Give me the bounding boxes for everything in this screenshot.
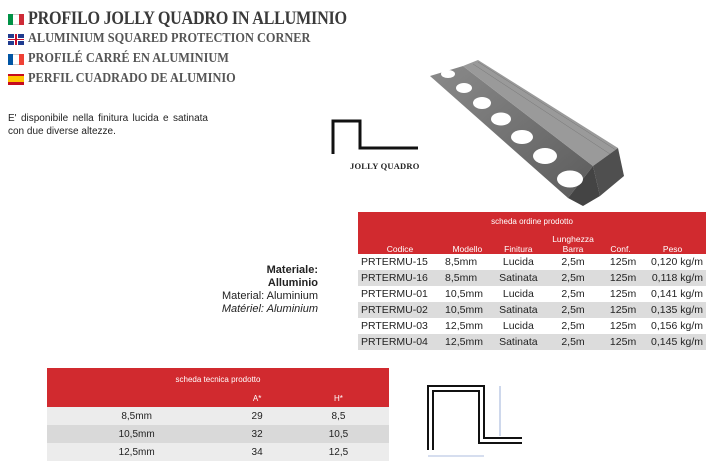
- spanish-flag-icon: [8, 74, 24, 85]
- column-header: Peso: [639, 226, 706, 254]
- column-header: Lunghezza Barra: [544, 226, 602, 254]
- column-header: [47, 390, 226, 407]
- length-cell: 2,5m: [544, 302, 602, 318]
- code-cell: PRTERMU-16: [358, 270, 442, 286]
- column-header: Codice: [358, 226, 442, 254]
- table-row: [47, 425, 389, 443]
- finish-cell: Lucida: [493, 254, 544, 270]
- weight-cell: 0,156 kg/m: [639, 318, 706, 334]
- table-row: [358, 302, 706, 318]
- finish-cell: Satinata: [493, 302, 544, 318]
- material-french: Matériel: Aluminium: [221, 303, 318, 315]
- finish-cell: Lucida: [493, 286, 544, 302]
- tech-table-caption: scheda tecnica prodotto: [47, 368, 389, 390]
- weight-cell: 0,135 kg/m: [639, 302, 706, 318]
- length-cell: 2,5m: [544, 270, 602, 286]
- code-cell: PRTERMU-02: [358, 302, 442, 318]
- a-cell: 32: [226, 425, 288, 443]
- title-en-row: [8, 29, 403, 49]
- length-cell: 2,5m: [544, 286, 602, 302]
- italian-flag-icon: [8, 14, 24, 25]
- order-table: [358, 212, 706, 350]
- pack-cell: 125m: [602, 334, 639, 350]
- column-header: Finitura: [493, 226, 544, 254]
- model-cell: 8,5mm: [47, 407, 226, 425]
- weight-cell: 0,141 kg/m: [639, 286, 706, 302]
- table-row: [358, 334, 706, 350]
- model-cell: 12,5mm: [47, 443, 226, 461]
- model-cell: 8,5mm: [442, 254, 493, 270]
- finish-cell: Satinata: [493, 334, 544, 350]
- french-flag-icon: [8, 54, 24, 65]
- code-cell: PRTERMU-03: [358, 318, 442, 334]
- code-cell: PRTERMU-04: [358, 334, 442, 350]
- pack-cell: 125m: [602, 270, 639, 286]
- technical-section-drawing: [420, 380, 530, 460]
- model-cell: 10,5mm: [442, 286, 493, 302]
- order-table-header: [358, 226, 706, 254]
- h-cell: 8,5: [288, 407, 389, 425]
- a-cell: 34: [226, 443, 288, 461]
- profile-section-icon: [330, 118, 420, 158]
- title-es-row: [8, 69, 403, 89]
- column-header: Conf.: [602, 226, 639, 254]
- model-cell: 10,5mm: [442, 302, 493, 318]
- length-cell: 2,5m: [544, 334, 602, 350]
- table-row: [358, 286, 706, 302]
- tech-table-header: [47, 390, 389, 407]
- title-fr-row: [8, 49, 403, 69]
- finish-cell: Lucida: [493, 318, 544, 334]
- material-english: Material: Aluminium: [222, 290, 318, 302]
- title-english: ALUMINIUM SQUARED PROTECTION CORNER: [28, 31, 311, 46]
- weight-cell: 0,118 kg/m: [639, 270, 706, 286]
- model-cell: 12,5mm: [442, 318, 493, 334]
- title-block: [8, 9, 403, 89]
- tech-table: [47, 368, 389, 461]
- column-header: H*: [288, 390, 389, 407]
- aluminium-profile-image: [418, 48, 638, 208]
- profile-label: JOLLY QUADRO: [350, 161, 420, 171]
- model-cell: 10,5mm: [47, 425, 226, 443]
- title-french: PROFILÉ CARRÉ EN ALUMINIUM: [28, 51, 229, 66]
- title-it-row: [8, 9, 403, 29]
- column-header: A*: [226, 390, 288, 407]
- code-cell: PRTERMU-01: [358, 286, 442, 302]
- model-cell: 8,5mm: [442, 270, 493, 286]
- a-cell: 29: [226, 407, 288, 425]
- column-header: Modello: [442, 226, 493, 254]
- material-block: [216, 264, 318, 316]
- table-row: [358, 318, 706, 334]
- pack-cell: 125m: [602, 318, 639, 334]
- order-table-caption: scheda ordine prodotto: [358, 212, 706, 226]
- pack-cell: 125m: [602, 286, 639, 302]
- pack-cell: 125m: [602, 302, 639, 318]
- model-cell: 12,5mm: [442, 334, 493, 350]
- weight-cell: 0,120 kg/m: [639, 254, 706, 270]
- code-cell: PRTERMU-15: [358, 254, 442, 270]
- title-spanish: PERFIL CUADRADO DE ALUMINIO: [28, 71, 236, 86]
- length-cell: 2,5m: [544, 254, 602, 270]
- finish-cell: Satinata: [493, 270, 544, 286]
- h-cell: 12,5: [288, 443, 389, 461]
- product-description: E' disponibile nella finitura lucida e satinata con due diverse altezze.: [8, 113, 208, 137]
- table-row: [47, 443, 389, 461]
- material-italian: Materiale: Alluminio: [266, 264, 318, 289]
- title-italian: PROFILO JOLLY QUADRO IN ALLUMINIO: [28, 8, 347, 29]
- pack-cell: 125m: [602, 254, 639, 270]
- table-row: [358, 254, 706, 270]
- weight-cell: 0,145 kg/m: [639, 334, 706, 350]
- h-cell: 10,5: [288, 425, 389, 443]
- table-row: [47, 407, 389, 425]
- uk-flag-icon: [8, 34, 24, 45]
- table-row: [358, 270, 706, 286]
- length-cell: 2,5m: [544, 318, 602, 334]
